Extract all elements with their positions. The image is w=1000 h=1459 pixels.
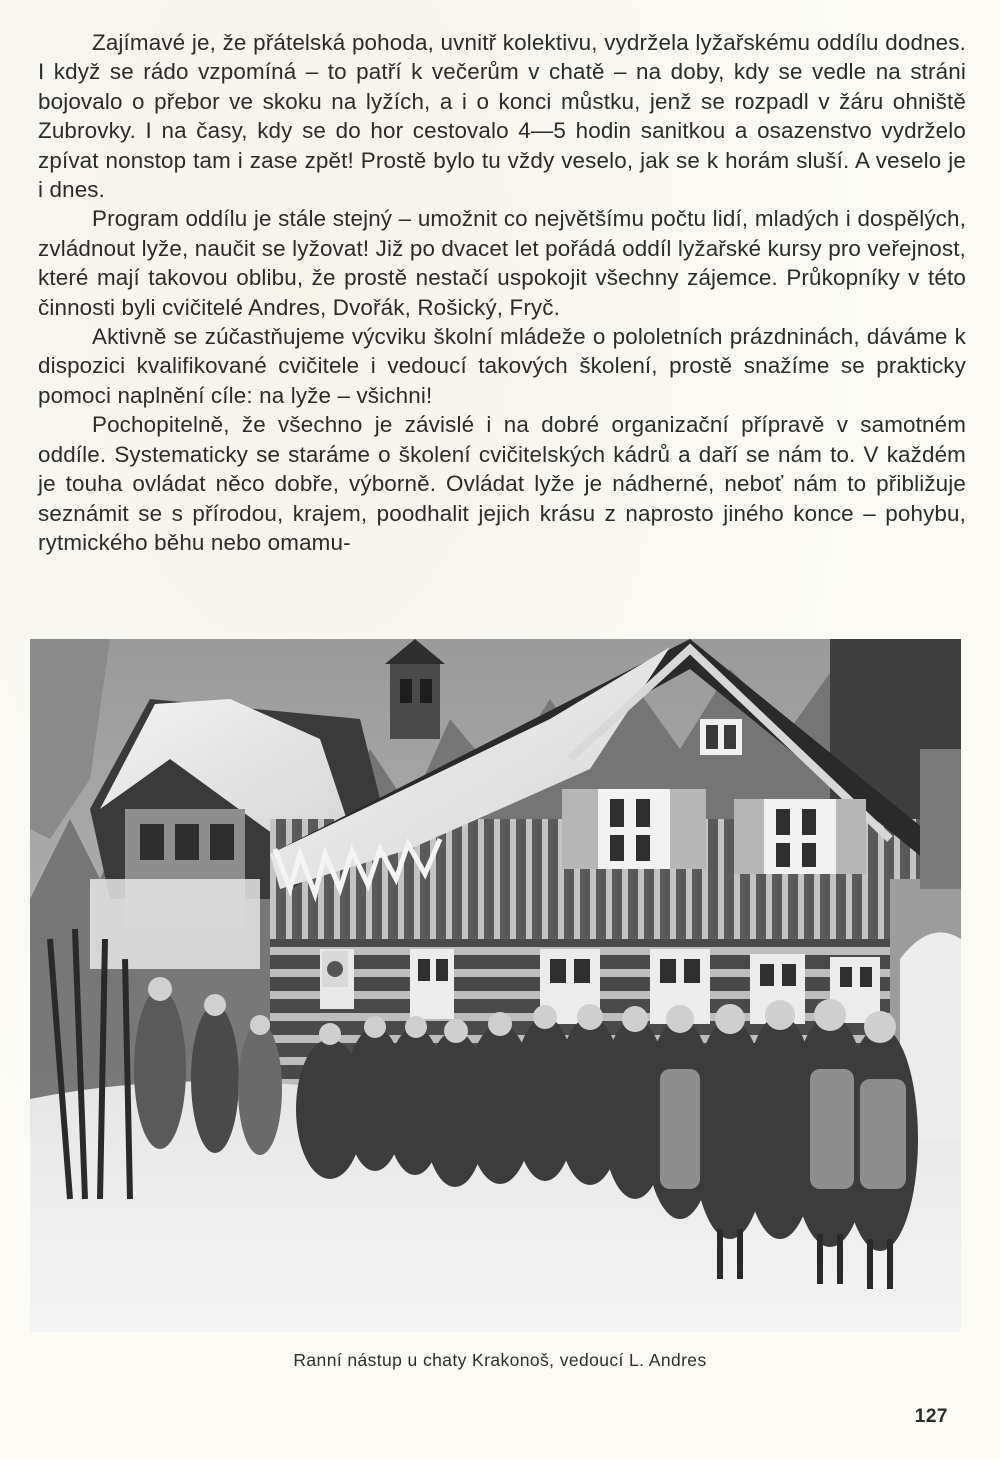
paragraph-4: Pochopitelně, že všechno je závislé i na dobré organizační přípravě v samotném oddíle. Systematicky se staráme o školení cvičitelských kádrů a daří se nám to. V každém je touha ovládat něco dobře, výborně. Ovládat lyže je nádherné, neboť nám to přibližuje seznámit se s přírodou, krajem, poodhalit jejich krásu z naprosto jiného konce – pohybu, rytmického běhu nebo omamu-: [38, 412, 966, 555]
paragraph-3: Aktivně se zúčastňujeme výcviku školní mládeže o pololetních prázdninách, dáváme k dispozici kvalifikované cvičitele i vedoucí takových školení, prostě snažíme se prakticky pomoci naplnění cíle: na lyže – všichni!: [38, 324, 966, 408]
photo-caption: Ranní nástup u chaty Krakonoš, vedoucí L. Andres: [293, 1350, 707, 1370]
paragraph-2: Program oddílu je stále stejný – umožnit co největšímu počtu lidí, mladých i dospělých, zvládnout lyže, naučit se lyžovat! Již po dvacet let pořádá oddíl lyžařské kursy pro veřejnost, které mají takovou oblibu, že prostě nestačí uspokojit všechny zájemce. Průkopníky v této činnosti byli cvičitelé Andres, Dvořák, Rošický, Fryč.: [38, 206, 966, 320]
page-number: 127: [914, 1406, 948, 1427]
paragraph-1: Zajímavé je, že přátelská pohoda, uvnitř kolektivu, vydržela lyžařskému oddílu dodnes. I když se rádo vzpomíná – to patří k večerům v chatě – na doby, kdy se vedle na stráni bojovalo o přebor ve skoku na lyžích, a i o konci můstku, jenž se rozpadl v žáru ohniště Zubrovky. I na časy, kdy se do hor cestovalo 4—5 hodin sanitkou a osazenstvo vydrželo zpívat nonstop tam i zase zpět! Prostě bylo tu vždy veselo, jak se k horám sluší. A veselo je i dnes.: [38, 30, 966, 203]
photograph: [30, 639, 961, 1332]
body-text: [38, 28, 966, 557]
photo-chalet-morning-lineup: [30, 639, 961, 1332]
